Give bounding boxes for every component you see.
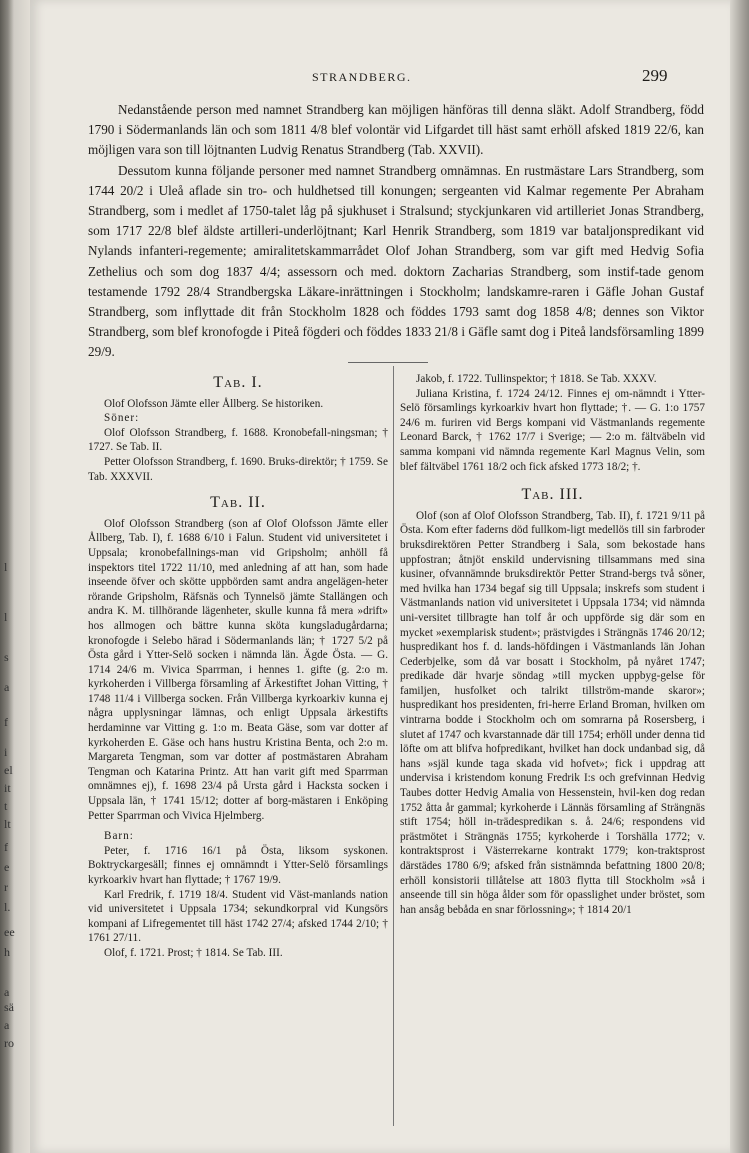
tab-intro: Olof Olofsson Jämte eller Ållberg. Se historiken. (104, 397, 324, 410)
column-divider (393, 366, 394, 1126)
intro-text (88, 100, 704, 363)
gutter-glyph: i (4, 745, 8, 759)
book-page (30, 0, 730, 1153)
page-number: 299 (642, 66, 668, 85)
child-entry: Jakob, f. 1722. Tullinspektor; † 1818. Se Tab. XXXV. (416, 373, 657, 385)
child-entry: Karl Fredrik, f. 1719 18/4. Student vid Väst-manlands nation vid universitetet i Uppsala 1734; sekundkorpral vid Kungsörs kompani af Lifregementet till häst 1742 27/4; afsked 1744 2/10; † 1761 27/11. (88, 888, 388, 945)
tab-heading: Tab. II. (210, 494, 266, 512)
gutter-glyph: r (4, 880, 8, 894)
gutter-glyph: ee (4, 925, 15, 939)
gutter-glyph: h (4, 945, 10, 959)
gutter-glyph: sä (4, 1000, 14, 1014)
gutter-glyph: e (4, 860, 10, 874)
gutter-glyph: it (4, 781, 11, 795)
gutter-glyph: ro (4, 1036, 14, 1050)
running-head-title: STRANDBERG. (312, 70, 412, 84)
gutter-glyph: a (4, 1018, 10, 1032)
right-column (400, 372, 705, 917)
child-entry: Juliana Kristina, f. 1724 24/12. Finnes ej om-nämndt i Ytter-Selö församlings kyrkoarkiv hvart hon flyttade; †. — G. 1:o 1757 24/6 m. furiren vid Bergs kompani vid Västmanlands regemente Leonard Barck, † 1762 17/7 i Sverige; — 2:o m. fältväbeln vid samma kompani vid nämnda regemente Karl Magnus Velin, som blef fältväbel 1761 18/2 och fick afsked 1773 18/2; †. (400, 387, 705, 473)
intro-paragraph-2: Dessutom kunna följande personer med namnet Strandberg omnämnas. En rustmästare Lars Strandberg, som 1744 20/2 i Uleå aflade sin tro- och huldhetsed till konungen; sergeanten vid Kalmar regemente Per Abraham Strandberg, som i medlet af 1750-talet låg på sjukhuset i Stralsund; styckjunkaren vid artilleriet Jonas Strandberg, som 1717 22/8 blef äldste artilleri-underlöjtnant; Karl Henrik Strandberg, som 1819 var bataljonspredikant vid Nylands infanteri-regemente; amiralitetskammarrådet Olof Johan Strandberg, som var gift med Hedvig Sofia Zethelius och som dog 1837 4/4; assessorn och med. doktorn Zacharias Strandberg, som instif-tade genom testamende 1792 28/4 Strandbergska Läkare-inrättningen i Stockholm; landskamre-raren i Gäfle Johan Gustaf Strandberg, som inflyttade dit från Stockholm 1828 och föddes 1793 samt dog 1858 4/8; dennes son Viktor Strandberg, som blef kronofogde i Piteå fögderi och föddes 1833 21/8 i Gäfle samt dog i Piteå landsförsamling 1899 29/9. (88, 162, 704, 360)
tab-heading: Tab. I. (213, 374, 263, 391)
left-column (88, 372, 388, 961)
gutter-glyph: el (4, 763, 13, 777)
gutter-glyph: a (4, 680, 10, 694)
gutter-glyph: s (4, 650, 9, 664)
child-entry: Peter, f. 1716 16/1 på Östa, liksom syskonen. Boktryckargesäll; finnes ej omnämndt i Ytter-Selö församlings kyrkoarkiv hvart han flyttade; † 1767 19/9. (88, 844, 388, 886)
tab-body: Olof Olofsson Strandberg (son af Olof Olofsson Jämte eller Ållberg, Tab. I), f. 1688 6/10 i Falun. Student vid universitetet i Uppsala; kronobefallnings-man vid Gripsholm; anhöll få inspektors titel 1722 11/10, med anledning af att han, som hade inseende öfver och skötte uppbörden samt andra angelägen-heter rörande Gripsholm, Räfsnäs och Tynnelsö jämte Stallängen och andra K. M. tillhörande lägenheter, skulle kunna få mera »drift» hos allmogen och bättre kunna sköta kungsladugårdarna; kronofogde i Selebo härad i Södermanlands län; † 1727 5/2 på Östa gård i Ytter-Selö socken i nämnda län. Ägde Östa. — G. 1714 24/6 m. Vivica Sparrman, i hennes 1. gifte (g. 2:o m. kyrkoherden i Villberga församling af Ärkestiftet Johan Vitting, † 1748 11/4 i Villberga socken. Från Villberga kyrkoarkiv kunna ej några upplysningar lämnas, och enligt Uppsala ärkestifts herdaminne var Vitting g. 1:o m. Beata Gäse, som var dotter af kyrkoherden E. Gäse och hans hustru Kristina Benta, och 2:o m. Margareta Tengman, som var dotter af postmästaren Abraham Tengman och Katarina Printz. Att han varit gift med Sparrman omnämnes ej), f. 1698 23/4 på Ursta gård i Hacksta socken i Uppsala län, † 1741 15/12; dotter af borg-mästaren i Enköping Petter Sparrman och Vivica Hjelmberg. (88, 517, 388, 822)
child-entry: Olof, f. 1721. Prost; † 1814. Se Tab. III. (104, 946, 283, 959)
gutter-glyph: a (4, 985, 10, 999)
gutter-glyph: l. (4, 900, 11, 914)
gutter-glyph: f (4, 715, 8, 729)
gutter-glyph: f (4, 840, 8, 854)
running-head (30, 66, 730, 90)
section-rule (348, 362, 428, 363)
intro-paragraph-1: Nedanstående person med namnet Strandberg kan möjligen hänföras till denna släkt. Adolf Strandberg, född 1790 i Södermanlands län och som 1811 4/8 blef volontär vid Lifgardet till häst samt erhöll afsked 1819 22/6, kan möjligen vara son till löjtnanten Ludvig Renatus Strandberg (Tab. XXVII). (88, 102, 704, 158)
tab-heading: Tab. III. (521, 486, 584, 504)
son-entry: Petter Olofsson Strandberg, f. 1690. Bruks-direktör; † 1759. Se Tab. XXXVII. (88, 455, 388, 483)
tab-body: Olof (son af Olof Olofsson Strandberg, Tab. II), f. 1721 9/11 på Östa. Kom efter faderns död fullkom-ligt medellös till sin farbroder bruksdirektören Petter Strandberg i Sala, som bekostade hans uppfostran; åtnjöt enskild undervisning tillsammans med sina kusiner, ofvannämnde bruksdirektör Petter Strand-bergs två söner, med hvilka han 1734 begaf sig till Uppsala; inskrefs som student i Västmanlands nation vid universitetet i Uppsala 1734; vid nämnda uni-versitet tillbragte han tolf år och uppförde sig där som en mycket »exemplarisk student»; prästvigdes i Strängnäs 1746 20/12; huspredikant hos f. d. lands-höfdingen i Västmanlands län Johan Cederbjelke, som då var bosatt i Stockholm, på nyåret 1747; predikade där hvarje söndag »till mycken uppbyg-gelse för familjen, husfolket och talrikt tillström-mande skaror»; huspredikant hos presidenten, fri-herre Erland Broman, hvilken om vintrarna bodde i Stockholm och om somrarna på Rosersberg, i slutet af 1747 och kvarstannade där till 1754; erhöll under denna tid löfte om att blifva hofpredikant, hvilket han dock undanbad sig, då hans »själ kunde taga skada vid hofvet»; fick i uppdrag att undervisa i kristendom konung Fredrik I:s och grefvinnan Hedvig Taubes dotter Hedvig Amalia von Hessenstein, hvil-ken dog redan 1752 åtta år gammal; kyrkoherde i Lännäs församling af Strängnäs stift 1754; höll in-trädespredikan s. å. 24/6; respondens vid prästmötet i Strängnäs 1755; kyrkoherde i Torshälla 1772; v. kontraktsprost i Västerrekarne kontrakt 1779; kon-traktsprost därstädes 1780 6/9; afsked från sistnämnda befattning 1800 20/8; erhöll konsistorii tillåtelse att 1803 flytta till Stockholm »så i anseende till sin höga ålder som för opasslighet under bröstet, som han ansåg bebåda en snar förlossning»; † 1814 20/1 (400, 509, 705, 916)
gutter-glyph: t (4, 799, 8, 813)
gutter-glyph: l (4, 560, 8, 574)
left-page-gutter (0, 0, 30, 1153)
gutter-glyph: lt (4, 817, 11, 831)
sons-label: Söner: (104, 412, 140, 425)
children-label: Barn: (104, 830, 134, 843)
son-entry: Olof Olofsson Strandberg, f. 1688. Kronobefall-ningsman; † 1727. Se Tab. II. (88, 426, 388, 454)
page-edge (730, 0, 749, 1153)
gutter-glyph: l (4, 610, 8, 624)
